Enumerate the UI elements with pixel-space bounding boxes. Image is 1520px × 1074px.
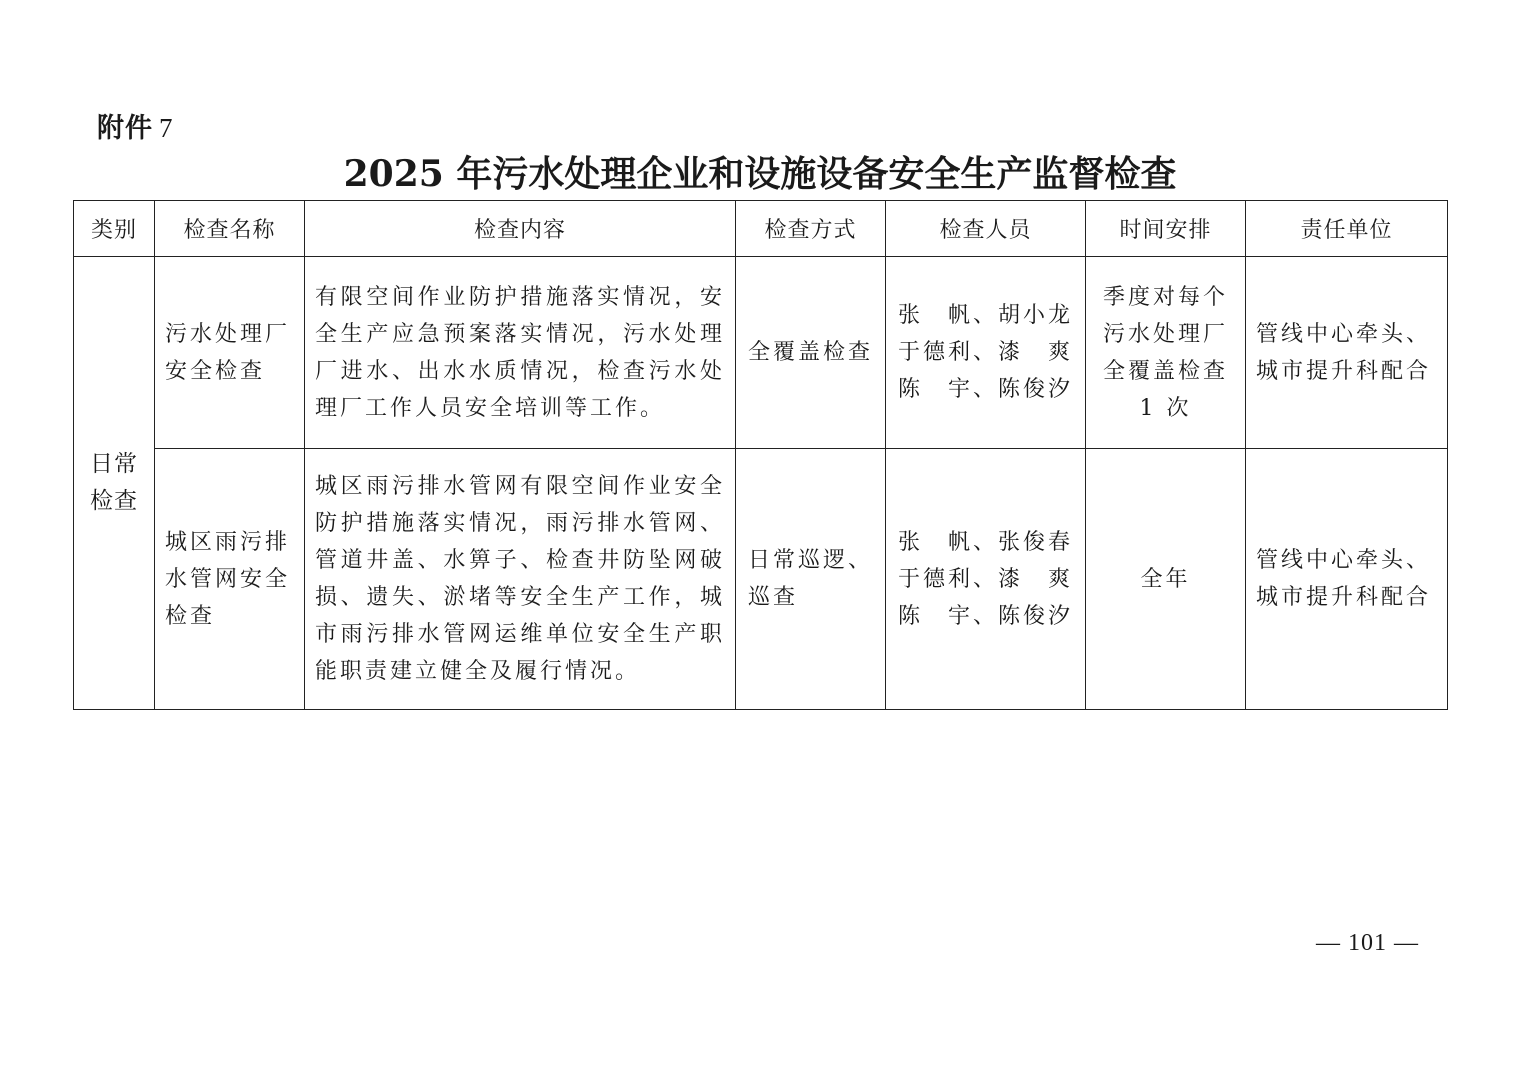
- method-cell: [736, 449, 886, 710]
- table-row: [74, 257, 1448, 449]
- responsible-unit: 管线中心牵头、城市提升科配合: [1256, 548, 1432, 610]
- header-people: 检查人员: [886, 201, 1086, 257]
- people-line: 陈 宇、陈俊汐: [898, 377, 1074, 402]
- header-method: 检查方式: [736, 201, 886, 257]
- method-cell: [736, 257, 886, 449]
- schedule-cell: [1086, 449, 1246, 710]
- inspection-schedule: 季度对每个污水处理厂全覆盖检查 1 次: [1102, 284, 1228, 421]
- inspection-schedule: 全年: [1140, 566, 1191, 592]
- inspection-method: 日常巡逻、巡查: [748, 548, 874, 610]
- name-cell: [155, 257, 305, 449]
- header-category: 类别: [74, 201, 155, 257]
- unit-cell: [1246, 449, 1448, 710]
- unit-cell: [1246, 257, 1448, 449]
- inspection-method: 全覆盖检查: [748, 340, 874, 365]
- schedule-cell: [1086, 257, 1246, 449]
- inspection-content: 有限空间作业防护措施落实情况，安全生产应急预案落实情况，污水处理厂进水、出水水质情况，检查污水处理厂工作人员安全培训等工作。: [315, 284, 725, 421]
- responsible-unit: 管线中心牵头、城市提升科配合: [1256, 321, 1432, 384]
- inspection-people: [886, 524, 1085, 635]
- document-title: 2025 年污水处理企业和设施设备安全生产监督检查: [343, 153, 1177, 195]
- page-number: — 101 —: [1316, 930, 1419, 956]
- header-name: 检查名称: [155, 201, 305, 257]
- header-content: 检查内容: [305, 201, 736, 257]
- content-cell: [305, 449, 736, 710]
- people-line: 于德利、漆 爽: [898, 340, 1074, 365]
- category-text: 日常检查: [90, 451, 138, 514]
- content-cell: [305, 257, 736, 449]
- table-row: [74, 449, 1448, 710]
- table-header-row: [74, 201, 1448, 257]
- header-unit: 责任单位: [1246, 201, 1448, 257]
- inspection-people: [886, 297, 1085, 408]
- attachment-number: 7: [159, 113, 174, 143]
- inspection-content: 城区雨污排水管网有限空间作业安全防护措施落实情况，雨污排水管网、管道井盖、水箅子、检查井防坠网破损、遗失、淤堵等安全生产工作，城市雨污排水管网运维单位安全生产职能职责建立健全及履行情况。: [315, 474, 725, 684]
- header-schedule: 时间安排: [1086, 201, 1246, 257]
- inspection-name: 污水处理厂安全检查: [165, 321, 291, 384]
- people-line: 张 帆、胡小龙: [898, 303, 1074, 328]
- people-line: 于德利、漆 爽: [898, 566, 1074, 592]
- name-cell: [155, 449, 305, 710]
- people-line: 张 帆、张俊春: [898, 529, 1074, 555]
- people-cell: [886, 257, 1086, 449]
- attachment-label: [97, 106, 174, 145]
- category-cell: [74, 257, 155, 710]
- inspection-name: 城区雨污排水管网安全检查: [165, 529, 291, 629]
- people-line: 陈 宇、陈俊汐: [898, 603, 1074, 629]
- attachment-label-text: 附件: [97, 113, 153, 144]
- inspection-table: [73, 200, 1448, 710]
- people-cell: [886, 449, 1086, 710]
